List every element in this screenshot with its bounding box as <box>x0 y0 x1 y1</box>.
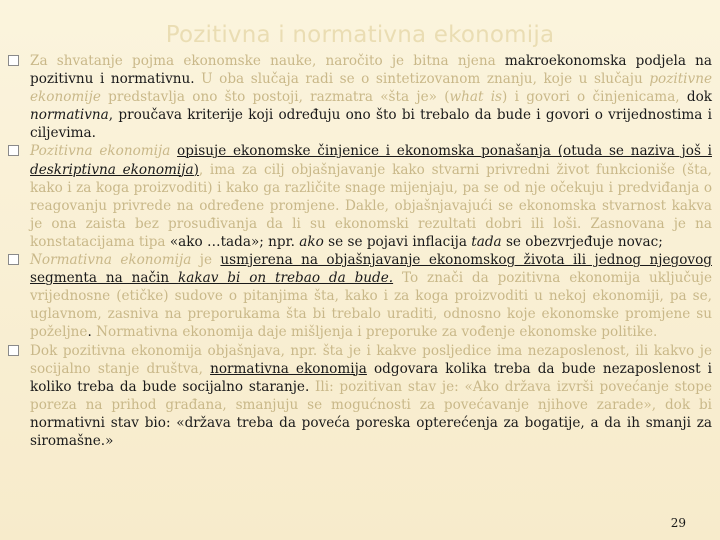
text-span: what is <box>449 89 503 106</box>
checkbox-bullet-icon <box>8 254 19 265</box>
text-span: ) i govori o činjenicama, <box>502 89 687 106</box>
text-span: Dok pozitivna ekonomija objašnjava, npr. šta je i kakve posljedice ima nezaposlenost, ili kakvo je socijalno stanje društva, <box>30 342 712 377</box>
text-span: normativni stav bio: «država treba da poveća poreska opterećenja za bogatije, a da ih smanji za siromašne.» <box>30 414 712 449</box>
text-span: «ako …tada»; npr. <box>169 233 300 250</box>
text-span: deskriptivna ekonomija <box>30 161 194 178</box>
checkbox-bullet-icon <box>8 55 19 66</box>
slide-content <box>8 52 712 450</box>
text-span: To znači da pozitivna ekonomija uključuje vrijednosne (etičke) sudove o pitanjima šta, kako i za koga proizvoditi u nekoj ekonomiji, pa se, uglavnom, zasniva na preporukama šta bi trebalo uraditi, odnosno koje ekonomske promjene su poželjne <box>30 270 712 341</box>
bullet-paragraph-3 <box>8 251 712 341</box>
text-span: je <box>191 252 221 269</box>
text-span: pozitivne ekonomije <box>30 71 712 106</box>
text-span: kakav bi on trebao da bude. <box>178 270 394 287</box>
checkbox-bullet-icon <box>8 345 19 356</box>
text-span: ) <box>193 161 199 178</box>
text-span: usmjerena na objašnjavanje ekonomskog života ili jednog njegovog segmenta na način <box>30 252 712 287</box>
text-span: , proučava kriterije koji određuju ono što bi trebalo da bude i govori o vrijednostima i ciljevima. <box>30 107 712 142</box>
text-span: Ili: pozitivan stav je: «Ako država izvrši povećanje stope poreza na prihod građana, smanjuju se mogućnosti za povećavanje njihove zarade», dok bi <box>30 378 712 413</box>
text-span: Pozitivna ekonomija <box>30 143 171 160</box>
slide-title: Pozitivna i normativna ekonomija <box>165 22 555 48</box>
bullet-paragraph-2 <box>8 142 712 251</box>
text-span: Normativna ekonomija <box>30 252 192 269</box>
text-span: se se pojavi inflacija <box>323 233 472 250</box>
text-span: odgovara kolika treba da bude nezaposlenost i koliko treba da bude socijalno staranje. <box>30 360 713 395</box>
text-span: . <box>87 324 92 341</box>
page-number: 29 <box>670 516 686 530</box>
text-span: tada <box>471 233 502 250</box>
text-span: , ima za cilj objašnjavanje kako stvarni privredni život funkcioniše (šta, kako i za koga proizvoditi) i kako ga različite snage mijenjaju, pa se od nje očekuju i predviđanja o reagovanju privrede na određene promjene. Dakle, objašnjavajući se ekonomska stvarnost kakva je ona zaista bez prosuđivanja da li su ekonomski rezultati dobri ili loši. Zasnovana je na konstatacijama tipa <box>30 161 712 250</box>
bullet-paragraph-1 <box>8 52 712 142</box>
bullet-paragraph-4 <box>8 342 712 451</box>
checkbox-bullet-icon <box>8 145 19 156</box>
text-span: normativna <box>30 107 109 124</box>
text-span: Za shvatanje pojma ekonomske nauke, naročito je bitna njena <box>30 53 505 69</box>
text-span: U oba slučaja radi se o sintetizovanom znanju, koje u slučaju <box>194 71 650 88</box>
text-span: se obezvrjeđuje novac; <box>501 233 663 250</box>
text-span: dok <box>686 89 712 106</box>
text-span: predstavlja ono što postoji, razmatra «šta je» ( <box>100 89 450 106</box>
text-span: makroekonomska podjela na pozitivnu i normativnu. <box>30 53 712 88</box>
text-span: normativna ekonomija <box>210 360 367 377</box>
text-span: opisuje ekonomske činjenice i ekonomska ponašanja (otuda se naziva još i <box>177 143 712 160</box>
text-span: Normativna ekonomija daje mišljenja i preporuke za vođenje ekonomske politike. <box>91 324 658 341</box>
text-span: ako <box>299 233 324 250</box>
